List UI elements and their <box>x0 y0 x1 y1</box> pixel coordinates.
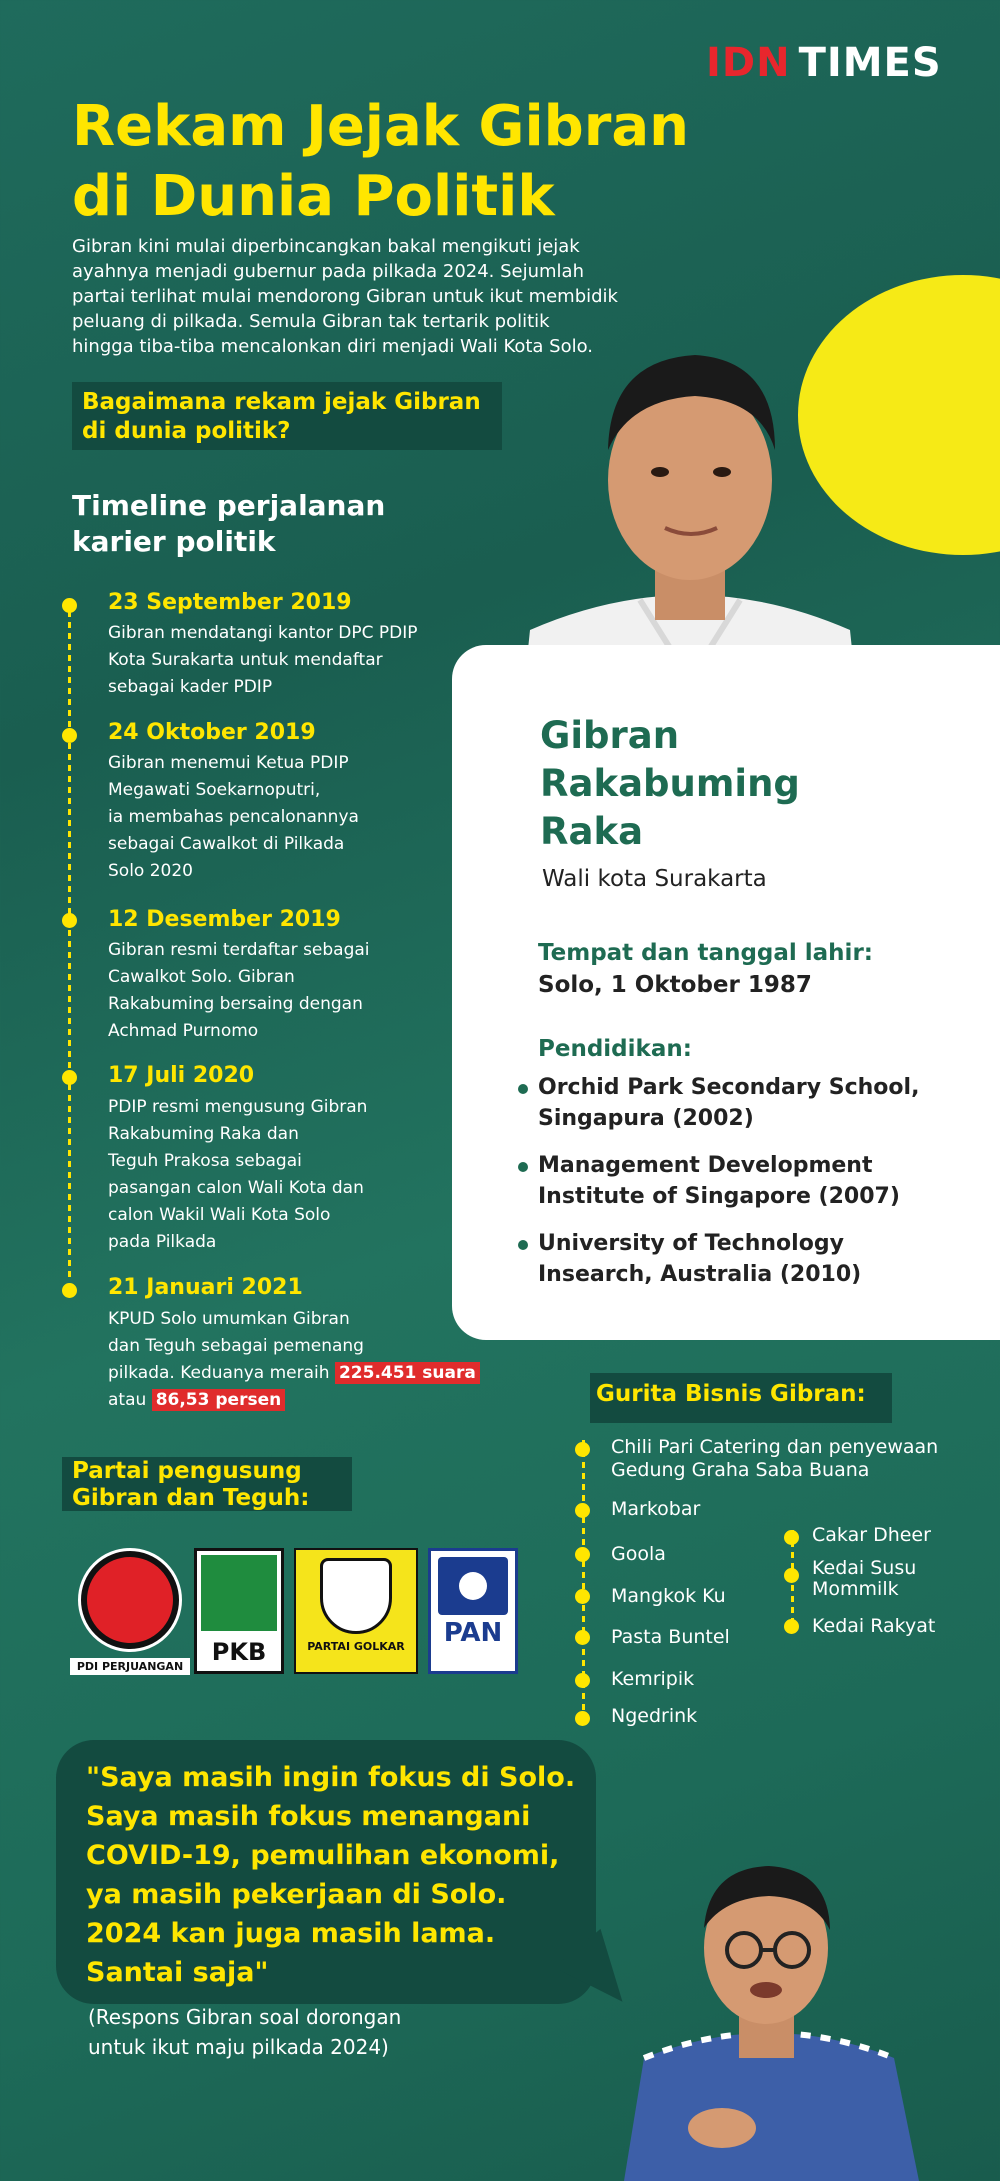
business-item-line: Chili Pari Catering dan penyewaan <box>611 1436 939 1458</box>
timeline-line-text: Rakabuming bersaing dengan <box>108 994 363 1014</box>
pdi-perjuangan-logo <box>70 1548 190 1678</box>
party-name: PKB <box>211 1638 267 1666</box>
question-line-1: Bagaimana rekam jejak Gibran <box>82 389 481 415</box>
timeline-line-text: Megawati Soekarnoputri, <box>108 780 321 800</box>
timeline-line <box>68 600 71 1282</box>
education-line: Orchid Park Secondary School, <box>538 1075 920 1100</box>
parties-banner <box>62 1457 352 1511</box>
education-line: Singapura (2002) <box>538 1106 754 1131</box>
quote-caption <box>88 2002 508 2062</box>
party-name: PARTAI GOLKAR <box>307 1640 405 1653</box>
timeline-text-prefix: pilkada. Keduanya meraih <box>108 1363 330 1383</box>
education-item <box>518 1072 988 1134</box>
business-title: Gurita Bisnis Gibran: <box>596 1381 866 1407</box>
title-line-2: di Dunia Politik <box>72 164 555 229</box>
business-item: Goola <box>611 1543 666 1565</box>
business-dot-icon <box>575 1673 590 1688</box>
business-dot-icon <box>784 1568 799 1583</box>
bullet-icon <box>518 1240 528 1250</box>
timeline-description <box>108 620 418 701</box>
education-item <box>518 1150 988 1212</box>
bullet-icon <box>518 1084 528 1094</box>
bullet-icon <box>518 1162 528 1172</box>
business-item: Ngedrink <box>611 1705 698 1727</box>
business-item-line: Kedai Susu <box>812 1557 917 1579</box>
education-list <box>518 1072 988 1306</box>
caption-line: untuk ikut maju pilkada 2024) <box>88 2035 389 2059</box>
banyan-tree-icon <box>320 1558 392 1634</box>
title-line-1: Rekam Jejak Gibran <box>72 94 690 159</box>
logo-idn: IDN <box>706 40 791 86</box>
intro-line: hingga tiba-tiba mencalonkan diri menjadi Wali Kota Solo. <box>72 336 594 357</box>
education-text <box>538 1150 900 1212</box>
timeline-title-line: karier politik <box>72 525 276 558</box>
education-heading: Pendidikan: <box>538 1036 692 1062</box>
logo-times: TIMES <box>798 40 942 86</box>
sun-icon <box>438 1557 508 1615</box>
timeline-title <box>72 488 452 560</box>
birth-value: Solo, 1 Oktober 1987 <box>538 972 812 998</box>
business-item-line: Gedung Graha Saba Buana <box>611 1459 870 1481</box>
intro-line: partai terlihat mulai mendorong Gibran untuk ikut membidik <box>72 286 618 307</box>
parties-title-line: Gibran dan Teguh: <box>72 1485 310 1511</box>
party-name: PDI PERJUANGAN <box>70 1658 190 1675</box>
timeline-line-text: Gibran resmi terdaftar sebagai <box>108 940 370 960</box>
business-item <box>611 1436 991 1482</box>
party-name: PAN <box>443 1618 503 1648</box>
timeline-line-text: sebagai Cawalkot di Pilkada <box>108 834 345 854</box>
business-dot-icon <box>784 1619 799 1634</box>
birth-heading: Tempat dan tanggal lahir: <box>538 940 873 966</box>
education-line: Management Development <box>538 1153 873 1178</box>
caption-line: (Respons Gibran soal dorongan <box>88 2005 402 2029</box>
education-line: University of Technology <box>538 1231 844 1256</box>
timeline-title-line: Timeline perjalanan <box>72 489 386 522</box>
timeline-line-text: sebagai kader PDIP <box>108 677 273 697</box>
business-item: Mangkok Ku <box>611 1585 726 1607</box>
timeline-line-text: dan Teguh sebagai pemenang <box>108 1336 364 1356</box>
quote-line: ya masih pekerjaan di Solo. <box>86 1879 507 1910</box>
quote-line: Santai saja" <box>86 1957 269 1988</box>
intro-line: Gibran kini mulai diperbincangkan bakal mengikuti jejak <box>72 236 580 257</box>
business-dot-icon <box>575 1503 590 1518</box>
timeline-line-text: Rakabuming Raka dan <box>108 1124 299 1144</box>
business-item: Cakar Dheer <box>812 1524 931 1546</box>
timeline-description <box>108 1306 488 1414</box>
pkb-logo <box>194 1548 284 1674</box>
quote-line: Saya masih fokus menangani <box>86 1801 531 1832</box>
timeline-line-text: pasangan calon Wali Kota dan <box>108 1178 364 1198</box>
quote-line: 2024 kan juga masih lama. <box>86 1918 496 1949</box>
education-text <box>538 1072 919 1134</box>
timeline-line-text: Achmad Purnomo <box>108 1021 259 1041</box>
page-title <box>72 92 712 232</box>
business-item: Pasta Buntel <box>611 1626 730 1648</box>
business-banner <box>590 1373 892 1423</box>
business-dot-icon <box>575 1711 590 1726</box>
education-text <box>538 1228 861 1290</box>
timeline-dot-icon <box>62 598 77 613</box>
timeline-date: 12 Desember 2019 <box>108 907 341 932</box>
timeline-date: 24 Oktober 2019 <box>108 720 316 745</box>
profile-name-line: Raka <box>540 810 644 853</box>
business-dot-icon <box>575 1442 590 1457</box>
timeline-line-text: KPUD Solo umumkan Gibran <box>108 1309 350 1329</box>
bull-icon <box>78 1548 182 1652</box>
golkar-logo <box>294 1548 418 1674</box>
profile-role: Wali kota Surakarta <box>542 866 767 892</box>
timeline-line-text: Solo 2020 <box>108 861 193 881</box>
timeline-line-text: PDIP resmi mengusung Gibran <box>108 1097 368 1117</box>
timeline-line-text <box>108 1360 488 1387</box>
timeline-dot-icon <box>62 1283 77 1298</box>
pan-logo <box>428 1548 518 1674</box>
idn-times-logo <box>706 40 942 86</box>
timeline-line-text: Kota Surakarta untuk mendaftar <box>108 650 383 670</box>
timeline-description <box>108 937 418 1045</box>
education-line: Insearch, Australia (2010) <box>538 1262 862 1287</box>
timeline-dot-icon <box>62 728 77 743</box>
education-line: Institute of Singapore (2007) <box>538 1184 900 1209</box>
timeline-date: 17 Juli 2020 <box>108 1063 255 1088</box>
business-item-line: Mommilk <box>812 1578 899 1600</box>
globe-stars-icon <box>201 1555 277 1631</box>
timeline-text-prefix: atau <box>108 1390 147 1410</box>
quote-text <box>86 1758 586 1992</box>
business-item: Kedai Rakyat <box>812 1615 936 1637</box>
intro-line: ayahnya menjadi gubernur pada pilkada 2024. Sejumlah <box>72 261 584 282</box>
timeline-line-text: calon Wakil Wali Kota Solo <box>108 1205 331 1225</box>
parties-title-line: Partai pengusung <box>72 1458 302 1484</box>
timeline-line-text <box>108 1387 488 1414</box>
timeline-line-text: Cawalkot Solo. Gibran <box>108 967 295 987</box>
business-dot-icon <box>784 1530 799 1545</box>
gibran-speaking-illustration <box>604 1838 934 2181</box>
timeline-line-text: Gibran menemui Ketua PDIP <box>108 753 349 773</box>
timeline-line-text: pada Pilkada <box>108 1232 217 1252</box>
business-dot-icon <box>575 1547 590 1562</box>
business-item <box>812 1558 916 1600</box>
quote-line: COVID-19, pemulihan ekonomi, <box>86 1840 560 1871</box>
question-banner <box>72 382 502 450</box>
business-dot-icon <box>575 1589 590 1604</box>
intro-line: peluang di pilkada. Semula Gibran tak tertarik politik <box>72 311 550 332</box>
profile-name <box>540 712 860 856</box>
business-dot-icon <box>575 1630 590 1645</box>
timeline-date: 21 Januari 2021 <box>108 1275 303 1300</box>
question-line-2: di dunia politik? <box>82 418 291 444</box>
vote-percent-highlight: 86,53 persen <box>152 1389 286 1411</box>
quote-line: "Saya masih ingin fokus di Solo. <box>86 1762 576 1793</box>
profile-name-line: Gibran <box>540 714 680 757</box>
timeline-line-text: Gibran mendatangi kantor DPC PDIP <box>108 623 418 643</box>
timeline-dot-icon <box>62 913 77 928</box>
timeline-description <box>108 750 418 885</box>
profile-name-line: Rakabuming <box>540 762 800 805</box>
timeline-line-text: Teguh Prakosa sebagai <box>108 1151 302 1171</box>
education-item <box>518 1228 988 1290</box>
business-item: Kemripik <box>611 1668 695 1690</box>
business-item: Markobar <box>611 1498 701 1520</box>
timeline-line-text: ia membahas pencalonannya <box>108 807 359 827</box>
timeline-dot-icon <box>62 1070 77 1085</box>
vote-count-highlight: 225.451 suara <box>335 1362 480 1384</box>
timeline-date: 23 September 2019 <box>108 590 352 615</box>
timeline-description <box>108 1094 418 1256</box>
